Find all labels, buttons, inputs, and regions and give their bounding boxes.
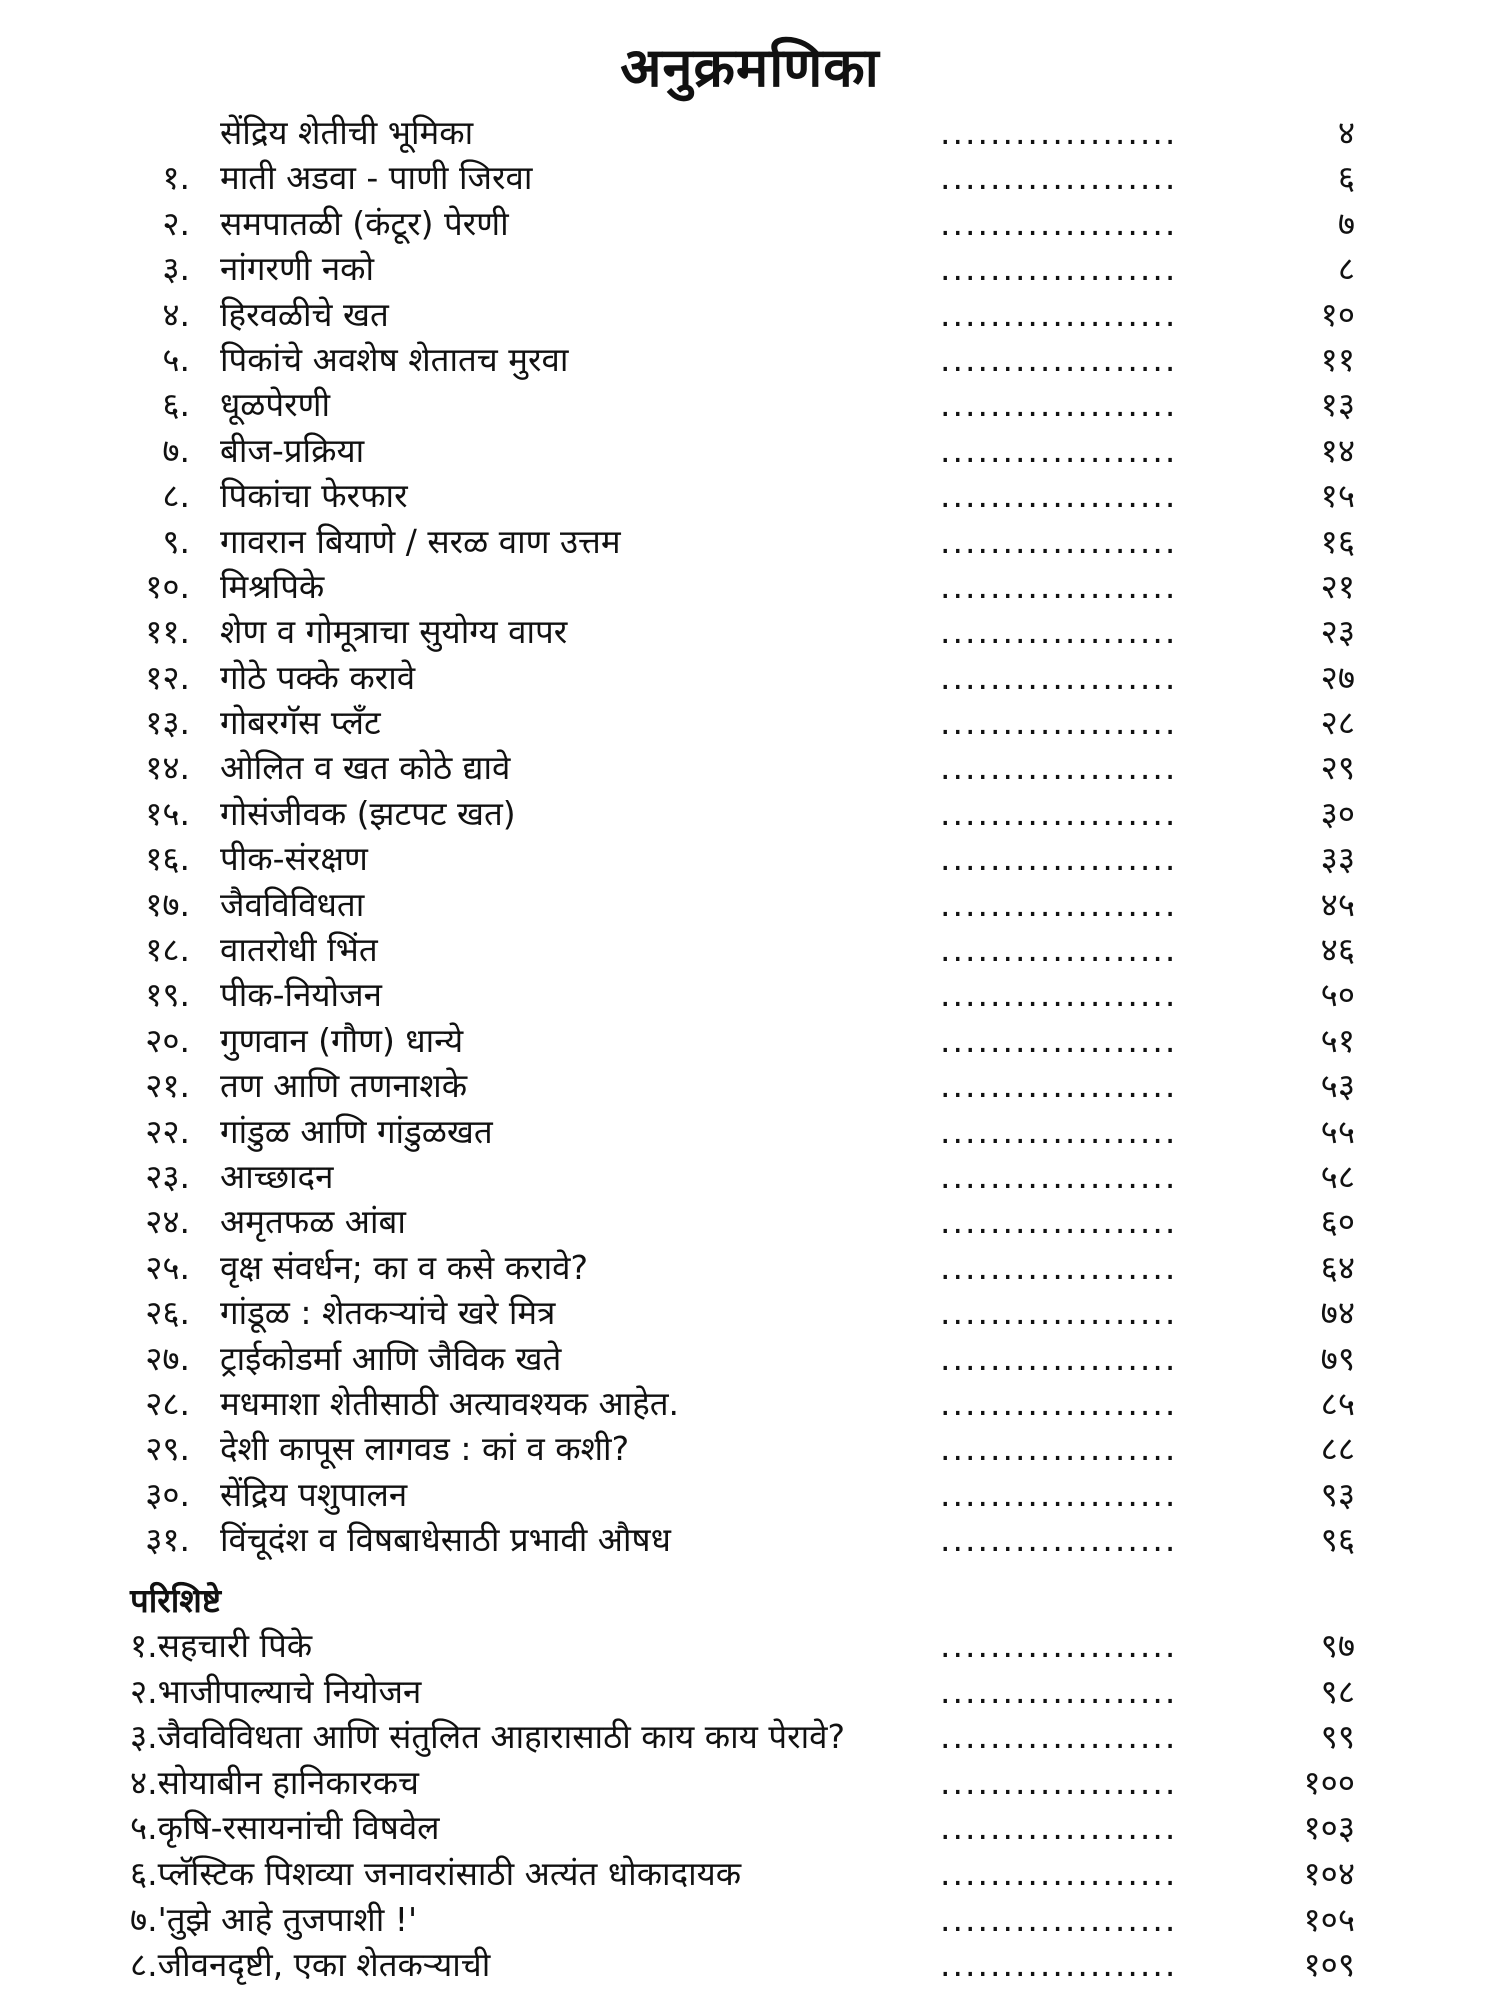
entry-title: पीक-नियोजन [220,975,382,1015]
dot-leader: ................... [940,1717,1178,1757]
appendix-title: ३.जैवविविधता आणि संतुलित आहारासाठी काय काय पेरावे? [130,1717,845,1757]
appendix-title: १.सहचारी पिके [130,1626,313,1665]
toc-entry [0,1018,1500,1063]
dot-leader: ................... [940,1020,1178,1060]
dot-leader: ................... [940,748,1178,788]
dot-leader: ................... [940,1520,1178,1560]
toc-entry [0,791,1500,836]
dot-leader: ................... [940,657,1178,697]
entry-page-number: ३० [1320,793,1355,833]
dot-leader: ................... [940,1626,1178,1665]
dot-leader: ................... [940,703,1178,743]
entry-page-number: ६० [1320,1202,1355,1242]
dot-leader: ................... [940,1202,1178,1242]
dot-leader: ................... [940,612,1178,652]
entry-number: ७. [162,430,190,470]
entry-title: माती अडवा - पाणी जिरवा [220,158,533,198]
toc-entry [0,1290,1500,1335]
toc-entry [0,1381,1500,1426]
entry-title: जैवविविधता [220,884,365,924]
entry-title: वृक्ष संवर्धन; का व कसे करावे? [220,1247,588,1287]
dot-leader: ................... [940,430,1178,470]
entry-page-number: १३ [1320,385,1355,425]
entry-number: १०. [145,566,190,606]
entry-title: गुणवान (गौण) धान्ये [220,1020,464,1060]
entry-title: ओलित व खत कोठे द्यावे [220,748,511,788]
entry-page-number: ७ [1337,203,1355,243]
entry-number: १३. [145,703,190,743]
dot-leader: ................... [940,294,1178,334]
dot-leader: ................... [940,1474,1178,1514]
toc-entry [0,1063,1500,1108]
toc-entry [0,201,1500,246]
appendix-page-number: १०४ [1303,1853,1355,1893]
entry-page-number: ५१ [1320,1020,1355,1060]
appendix-page-number: १०० [1303,1762,1355,1802]
entry-number: २८. [145,1383,190,1423]
entry-title: गोठे पक्के करावे [220,657,416,697]
entry-page-number: ५० [1320,975,1355,1015]
dot-leader: ................... [940,158,1178,198]
appendix-title: ७.'तुझे आहे तुजपाशी !' [130,1899,418,1939]
dot-leader: ................... [940,793,1178,833]
appendix-entry [0,1805,1500,1851]
entry-page-number: १५ [1320,476,1355,516]
toc-entry [0,927,1500,972]
toc-entry [0,882,1500,927]
appendix-entry [0,1897,1500,1943]
appendix-entry [0,1760,1500,1806]
dot-leader: ................... [940,1156,1178,1196]
toc-entry [0,155,1500,200]
appendix-page-number: १०३ [1303,1808,1355,1848]
entry-page-number: ७९ [1320,1338,1355,1378]
entry-page-number: ८५ [1320,1383,1355,1423]
entry-number: २१. [145,1066,190,1106]
entry-title: पिकांचे अवशेष शेतातच मुरवा [220,339,569,379]
entry-title: गोसंजीवक (झटपट खत) [220,793,516,833]
dot-leader: ................... [940,1383,1178,1423]
toc-entry [0,337,1500,382]
entry-number: १६. [145,839,190,879]
entry-title: पीक-संरक्षण [220,839,368,879]
entry-title: आच्छादन [220,1156,334,1196]
entry-number: २. [162,203,190,243]
dot-leader: ................... [940,1899,1178,1939]
dot-leader: ................... [940,521,1178,561]
entry-page-number: ४ [1337,113,1355,152]
entry-number: १२. [145,657,190,697]
entry-page-number: ४५ [1320,884,1355,924]
entry-page-number: १४ [1320,430,1355,470]
entry-page-number: ५८ [1320,1156,1355,1196]
entry-title: देशी कापूस लागवड : कां व कशी? [220,1429,630,1469]
appendix-list [0,1623,1500,1988]
toc-entry [0,1245,1500,1290]
entry-number: २६. [145,1293,190,1333]
entry-title: सेंद्रिय पशुपालन [220,1474,408,1514]
toc-entry [0,564,1500,609]
appendix-title: २.भाजीपाल्याचे नियोजन [130,1671,422,1711]
dot-leader: ................... [940,1293,1178,1333]
entry-number: २५. [145,1247,190,1287]
toc-entry [0,1154,1500,1199]
entry-title: गांडुळ आणि गांडुळखत [220,1111,493,1151]
entry-number: ४. [162,294,190,334]
appendix-heading: परिशिष्टे [130,1581,222,1620]
entry-title: बीज-प्रक्रिया [220,430,365,470]
dot-leader: ................... [940,1853,1178,1893]
entry-title: ट्राईकोडर्मा आणि जैविक खते [220,1338,562,1378]
entry-number: १५. [145,793,190,833]
toc-entry [0,1109,1500,1154]
entry-number: ११. [145,612,190,652]
toc-entry [0,972,1500,1017]
appendix-entry [0,1851,1500,1897]
entry-title: नांगरणी नको [220,249,375,289]
appendix-entry [0,1942,1500,1988]
toc-entry [0,292,1500,337]
toc-entry [0,745,1500,790]
dot-leader: ................... [940,566,1178,606]
toc-entry [0,1336,1500,1381]
toc-entry [0,1426,1500,1471]
dot-leader: ................... [940,1945,1178,1985]
toc-entry [0,428,1500,473]
entry-title: वातरोधी भिंत [220,930,378,970]
appendix-title: ६.प्लॅस्टिक पिशव्या जनावरांसाठी अत्यंत धोकादायक [130,1853,742,1893]
entry-title: गोबरगॅस प्लँट [220,703,381,743]
toc-entry [0,609,1500,654]
entry-page-number: ६४ [1320,1247,1355,1287]
toc-entry [0,655,1500,700]
entry-number: ६. [162,385,190,425]
dot-leader: ................... [940,249,1178,289]
entry-page-number: ७४ [1320,1293,1355,1333]
entry-number: १७. [145,884,190,924]
dot-leader: ................... [940,1066,1178,1106]
dot-leader: ................... [940,1429,1178,1469]
entry-number: २४. [145,1202,190,1242]
appendix-page-number: १०५ [1303,1899,1355,1939]
entry-number: १९. [145,975,190,1015]
toc-entry [0,382,1500,427]
appendix-title: ८.जीवनदृष्टी, एका शेतकऱ्याची [130,1945,491,1985]
dot-leader: ................... [940,884,1178,924]
appendix-title: ४.सोयाबीन हानिकारकच [130,1762,420,1802]
entry-number: ३१. [145,1520,190,1560]
entry-number: २२. [145,1111,190,1151]
dot-leader: ................... [940,113,1178,152]
entry-page-number: १६ [1320,521,1355,561]
dot-leader: ................... [940,476,1178,516]
entry-number: १४. [145,748,190,788]
appendix-page-number: ९७ [1320,1626,1355,1665]
dot-leader: ................... [940,1111,1178,1151]
entry-title: गावरान बियाणे / सरळ वाण उत्तम [220,521,621,561]
appendix-entry [0,1714,1500,1760]
toc-entry [0,1199,1500,1244]
entry-number: २९. [145,1429,190,1469]
entry-title: पिकांचा फेरफार [220,476,408,516]
entry-page-number: २८ [1320,703,1355,743]
entry-page-number: २९ [1320,748,1355,788]
entry-page-number: २३ [1320,612,1355,652]
entry-title: गांडूळ : शेतकऱ्यांचे खरे मित्र [220,1293,556,1333]
entry-page-number: ९६ [1320,1520,1355,1560]
entry-number: १. [162,158,190,198]
entry-title: मधमाशा शेतीसाठी अत्यावश्यक आहेत. [220,1383,680,1423]
entry-number: ९. [162,521,190,561]
entry-page-number: ९३ [1320,1474,1355,1514]
appendix-page-number: ९८ [1320,1671,1355,1711]
toc-entry [0,473,1500,518]
dot-leader: ................... [940,385,1178,425]
toc-entry [0,1472,1500,1517]
dot-leader: ................... [940,1247,1178,1287]
appendix-entry [0,1623,1500,1669]
dot-leader: ................... [940,1338,1178,1378]
entry-title: तण आणि तणनाशके [220,1066,468,1106]
table-of-contents [0,110,1500,1563]
entry-page-number: ३३ [1320,839,1355,879]
entry-page-number: १० [1320,294,1355,334]
entry-page-number: ८ [1337,249,1355,289]
toc-entry [0,110,1500,155]
entry-page-number: ५३ [1320,1066,1355,1106]
entry-page-number: २१ [1320,566,1355,606]
appendix-entry [0,1669,1500,1715]
entry-page-number: ८८ [1320,1429,1355,1469]
dot-leader: ................... [940,1671,1178,1711]
entry-number: २७. [145,1338,190,1378]
entry-page-number: ११ [1320,339,1355,379]
entry-number: २३. [145,1156,190,1196]
entry-title: सेंद्रिय शेतीची भूमिका [220,113,474,152]
appendix-page-number: ९९ [1320,1717,1355,1757]
entry-page-number: २७ [1320,657,1355,697]
dot-leader: ................... [940,975,1178,1015]
entry-page-number: ६ [1337,158,1355,198]
entry-number: ३०. [145,1474,190,1514]
appendix-title: ५.कृषि-रसायनांची विषवेल [130,1808,440,1848]
entry-title: हिरवळीचे खत [220,294,389,334]
toc-entry [0,700,1500,745]
entry-number: ८. [162,476,190,516]
entry-page-number: ४६ [1320,930,1355,970]
entry-number: ३. [162,249,190,289]
entry-number: १८. [145,930,190,970]
toc-entry [0,1517,1500,1562]
dot-leader: ................... [940,1808,1178,1848]
entry-number: ५. [162,339,190,379]
toc-entry [0,836,1500,881]
entry-title: धूळपेरणी [220,385,331,425]
entry-title: समपातळी (कंटूर) पेरणी [220,203,509,243]
dot-leader: ................... [940,1762,1178,1802]
page-title: अनुक्रमणिका [620,36,880,99]
entry-page-number: ५५ [1320,1111,1355,1151]
entry-title: अमृतफळ आंबा [220,1202,406,1242]
entry-title: मिश्रपिके [220,566,325,606]
toc-entry [0,246,1500,291]
entry-title: शेण व गोमूत्राचा सुयोग्य वापर [220,612,568,652]
dot-leader: ................... [940,339,1178,379]
dot-leader: ................... [940,203,1178,243]
entry-title: विंचूदंश व विषबाधेसाठी प्रभावी औषध [220,1520,671,1560]
appendix-page-number: १०९ [1303,1945,1355,1985]
entry-number: २०. [145,1020,190,1060]
dot-leader: ................... [940,930,1178,970]
toc-entry [0,519,1500,564]
dot-leader: ................... [940,839,1178,879]
